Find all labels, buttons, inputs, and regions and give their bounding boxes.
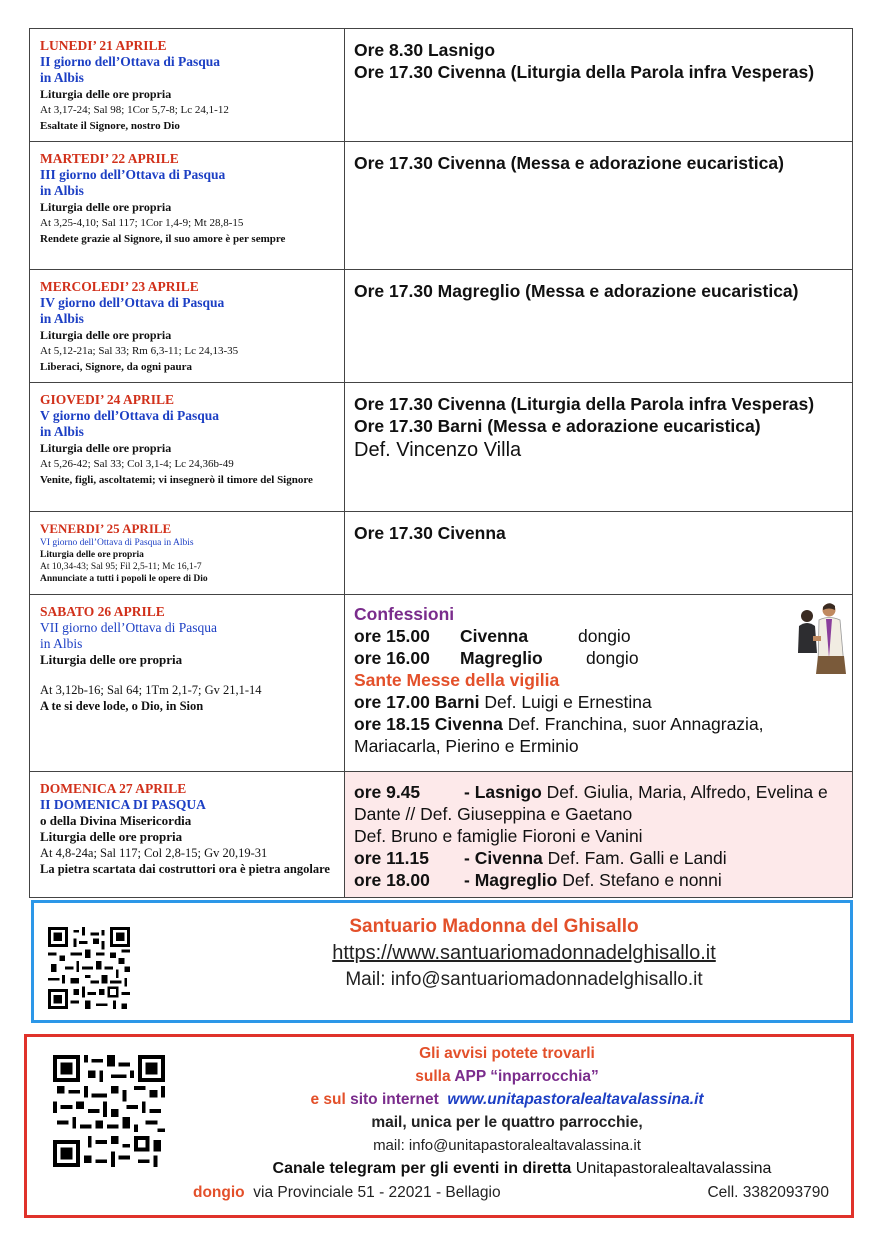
avvisi-line-2 <box>177 1068 837 1086</box>
mass-line: Ore 17.30 Civenna <box>354 523 506 543</box>
mass-time: ore 9.45 <box>354 782 421 802</box>
psalm-response: La pietra scartata dai costruttori ora è pietra angolare <box>40 862 330 876</box>
mass-deceased: Def. Giulia, Maria, Alfredo, Evelina e Dante // Def. Giuseppina e Gaetano <box>354 782 828 824</box>
confession-place: Magreglio <box>460 648 543 668</box>
telegram-label: Canale telegram per gli eventi in diretta <box>272 1160 572 1177</box>
confessions-title: Confessioni <box>354 604 455 624</box>
avvisi-qr-code[interactable] <box>51 1055 167 1167</box>
day-name: MARTEDI’ 22 APRILE <box>40 151 179 166</box>
mass-times <box>345 383 853 512</box>
liturgy-label: Liturgia delle ore propria <box>40 652 183 667</box>
mass-line: Ore 17.30 Civenna (Liturgia della Parola infra Vesperas) <box>354 62 815 82</box>
day-row-wednesday <box>30 270 853 383</box>
readings: At 5,12-21a; Sal 33; Rm 6,3-11; Lc 24,13-35 <box>40 345 239 357</box>
telegram-channel[interactable]: Unitapastoralealtavalassina <box>575 1160 772 1177</box>
mass-place: - Lasnigo <box>464 782 542 802</box>
confession-priest: dongio <box>578 626 631 646</box>
psalm-response: Liberaci, Signore, da ogni paura <box>40 361 192 373</box>
avvisi-line-1: Gli avvisi potete trovarli <box>419 1045 595 1062</box>
mass-deceased: Def. Stefano e nonni <box>562 870 722 890</box>
avvisi-mail[interactable]: mail: info@unitapastoralealtavalassina.it <box>373 1137 641 1154</box>
day-name: DOMENICA 27 APRILE <box>40 781 187 796</box>
octave-albis: in Albis <box>40 636 83 651</box>
liturgy-label: Liturgia delle ore propria <box>40 328 172 342</box>
octave-title: III giorno dell’Ottava di Pasqua <box>40 167 226 182</box>
day-info <box>30 772 345 898</box>
avvisi-line-6 <box>177 1160 867 1178</box>
mass-place: - Magreglio <box>464 870 558 890</box>
liturgy-label: Liturgia delle ore propria <box>40 441 172 455</box>
avvisi-line-3 <box>177 1091 837 1109</box>
sunday-mass-line <box>354 781 846 825</box>
avvisi-site-link[interactable]: www.unitapastoralealtavalassina.it <box>447 1091 704 1108</box>
mass-time: ore 18.00 <box>354 870 430 890</box>
contact-phone[interactable]: Cell. 3382093790 <box>707 1184 829 1201</box>
readings: At 4,8-24a; Sal 117; Col 2,8-15; Gv 20,19-31 <box>40 846 268 860</box>
octave-title: V giorno dell’Ottava di Pasqua <box>40 408 220 423</box>
psalm-response: A te si deve lode, o Dio, in Sion <box>40 699 204 713</box>
mass-times <box>345 29 853 142</box>
confession-priest: dongio <box>586 648 639 668</box>
day-name: LUNEDI’ 21 APRILE <box>40 38 167 53</box>
mass-deceased: Def. Fam. Galli e Landi <box>547 848 727 868</box>
psalm-response: Annunciate a tutti i popoli le opere di Dio <box>40 574 208 584</box>
vigil-line <box>354 691 846 713</box>
mass-line: Ore 17.30 Magreglio (Messa e adorazione eucaristica) <box>354 281 799 301</box>
readings: At 10,34-43; Sal 95; Fil 2,5-11; Mc 16,1-7 <box>40 562 202 572</box>
confession-place: Civenna <box>460 626 529 646</box>
day-row-tuesday <box>30 142 853 270</box>
octave-title: IV giorno dell’Ottava di Pasqua <box>40 295 225 310</box>
contact-address: via Provinciale 51 - 22021 - Bellagio <box>253 1184 501 1201</box>
santuario-mail[interactable]: Mail: info@santuariomadonnadelghisallo.it <box>345 969 703 990</box>
mass-times <box>345 142 853 270</box>
liturgy-label: Liturgia delle ore propria <box>40 200 172 214</box>
octave-albis: in Albis <box>40 70 84 85</box>
readings: At 3,25-4,10; Sal 117; 1Cor 1,4-9; Mt 28,8-15 <box>40 217 244 229</box>
octave-albis: in Albis <box>40 424 84 439</box>
santuario-link[interactable]: https://www.santuariomadonnadelghisallo.it <box>332 942 716 964</box>
day-name: VENERDI’ 25 APRILE <box>40 521 172 536</box>
deceased-line: Def. Vincenzo Villa <box>354 439 522 461</box>
vigil-title: Sante Messe della vigilia <box>354 670 560 690</box>
sunday-mass-line <box>354 825 846 847</box>
sunday-subtitle: o della Divina Misericordia <box>40 813 192 828</box>
vigil-time: ore 17.00 Barni <box>354 692 480 712</box>
vigil-deceased: Def. Franchina, suor Annagrazia, Mariacarla, Pierino e Erminio <box>354 714 764 756</box>
day-info <box>30 595 345 772</box>
vigil-line <box>354 713 846 757</box>
mass-times <box>345 270 853 383</box>
sunday-mass-line <box>354 869 846 891</box>
mass-times <box>345 595 853 772</box>
mass-place: - Civenna <box>464 848 543 868</box>
day-info <box>30 512 345 595</box>
contact-name: dongio <box>193 1184 245 1201</box>
confession-line <box>354 647 846 669</box>
day-row-thursday <box>30 383 853 512</box>
day-row-monday <box>30 29 853 142</box>
schedule-table <box>29 28 853 898</box>
mass-deceased: Def. Bruno e famiglie Fioroni e Vanini <box>354 826 643 846</box>
mass-line: Ore 17.30 Barni (Messa e adorazione eucaristica) <box>354 416 761 436</box>
day-info <box>30 383 345 512</box>
mass-times <box>345 512 853 595</box>
mass-line: Ore 17.30 Civenna (Messa e adorazione eucaristica) <box>354 153 784 173</box>
vigil-deceased: Def. Luigi e Ernestina <box>484 692 652 712</box>
mass-line: Ore 17.30 Civenna (Liturgia della Parola infra Vesperas) <box>354 394 815 414</box>
day-name: GIOVEDI’ 24 APRILE <box>40 392 175 407</box>
confession-time: ore 16.00 <box>354 648 430 668</box>
octave-title: VII giorno dell’Ottava di Pasqua <box>40 620 217 635</box>
santuario-title: Santuario Madonna del Ghisallo <box>349 916 639 937</box>
day-name: SABATO 26 APRILE <box>40 604 165 619</box>
octave-title: VI giorno dell’Ottava di Pasqua in Albis <box>40 538 194 548</box>
avvisi-line-7 <box>177 1184 853 1202</box>
day-row-friday <box>30 512 853 595</box>
santuario-box <box>31 900 853 1023</box>
day-name: MERCOLEDI’ 23 APRILE <box>40 279 199 294</box>
liturgy-label: Liturgia delle ore propria <box>40 829 183 844</box>
day-info <box>30 270 345 383</box>
octave-title: II giorno dell’Ottava di Pasqua <box>40 54 221 69</box>
vigil-time: ore 18.15 Civenna <box>354 714 503 734</box>
avvisi-line-4: mail, unica per le quattro parrocchie, <box>371 1114 643 1131</box>
confession-priest-image <box>796 598 846 676</box>
day-info <box>30 29 345 142</box>
day-row-sunday <box>30 772 853 898</box>
octave-albis: in Albis <box>40 183 84 198</box>
avvisi-app-name[interactable]: APP “inparrocchia” <box>454 1068 599 1085</box>
liturgy-label: Liturgia delle ore propria <box>40 550 144 560</box>
octave-albis: in Albis <box>40 311 84 326</box>
day-info <box>30 142 345 270</box>
readings: At 3,12b-16; Sal 64; 1Tm 2,1-7; Gv 21,1-14 <box>40 683 262 697</box>
avvisi-site-prefix: e sul <box>310 1091 351 1108</box>
santuario-qr-code[interactable] <box>46 927 132 1009</box>
psalm-response: Rendete grazie al Signore, il suo amore è per sempre <box>40 233 286 245</box>
confession-line <box>354 625 846 647</box>
mass-times <box>345 772 853 898</box>
liturgy-label: Liturgia delle ore propria <box>40 87 172 101</box>
octave-title: II DOMENICA DI PASQUA <box>40 797 206 812</box>
psalm-response: Esaltate il Signore, nostro Dio <box>40 120 180 132</box>
mass-line: Ore 8.30 Lasnigo <box>354 40 496 60</box>
confession-time: ore 15.00 <box>354 626 430 646</box>
day-row-saturday <box>30 595 853 772</box>
avvisi-box <box>24 1034 854 1218</box>
mass-time: ore 11.15 <box>354 848 429 868</box>
sunday-mass-line <box>354 847 846 869</box>
avvisi-site-label: sito internet <box>350 1091 439 1108</box>
readings: At 3,17-24; Sal 98; 1Cor 5,7-8; Lc 24,1-12 <box>40 104 229 116</box>
psalm-response: Venite, figli, ascoltatemi; vi insegnerò il timore del Signore <box>40 474 313 486</box>
avvisi-app-prefix: sulla <box>415 1068 455 1085</box>
readings: At 5,26-42; Sal 33; Col 3,1-4; Lc 24,36b-49 <box>40 458 234 470</box>
